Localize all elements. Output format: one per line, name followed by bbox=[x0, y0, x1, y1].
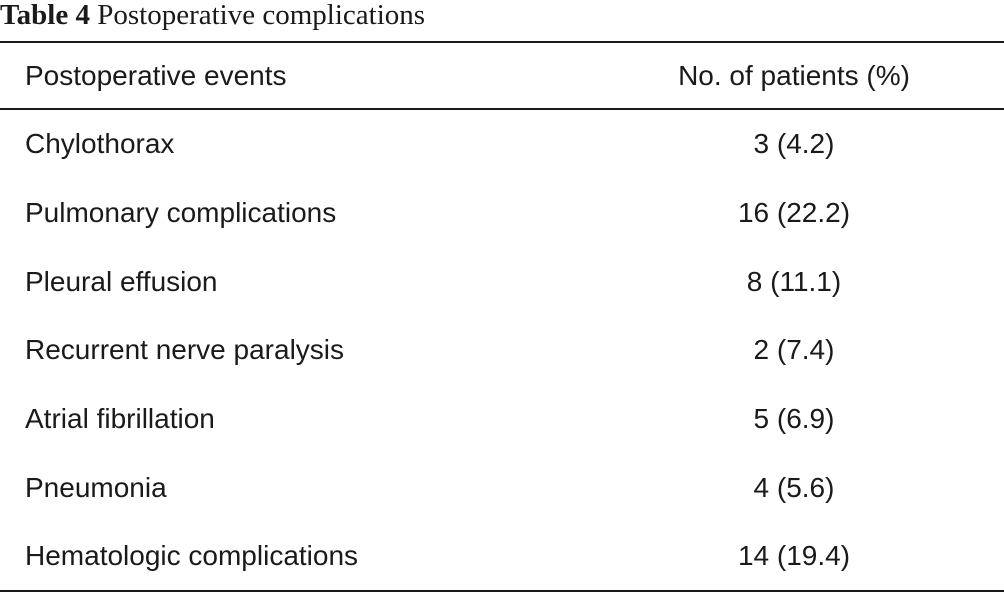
table-row bbox=[0, 110, 1004, 179]
event-cell: Pneumonia bbox=[25, 471, 167, 503]
event-cell: Chylothorax bbox=[25, 128, 175, 160]
table-body bbox=[0, 110, 1004, 591]
count-cell: 5 (6.9) bbox=[753, 403, 835, 435]
event-cell: Pleural effusion bbox=[25, 265, 218, 297]
count-cell: 8 (11.1) bbox=[746, 265, 842, 297]
table-row bbox=[0, 179, 1004, 248]
table-caption-label: Table 4 bbox=[0, 0, 90, 31]
count-cell: 4 (5.6) bbox=[753, 471, 835, 503]
table-caption-title: Postoperative complications bbox=[97, 0, 426, 31]
count-cell: 16 (22.2) bbox=[737, 197, 851, 229]
header-postoperative-events: Postoperative events bbox=[25, 59, 287, 91]
table-row bbox=[0, 316, 1004, 385]
table-caption bbox=[0, 0, 425, 36]
event-cell: Atrial fibrillation bbox=[25, 403, 215, 435]
table-row bbox=[0, 385, 1004, 454]
table-row bbox=[0, 247, 1004, 316]
table-row bbox=[0, 453, 1004, 522]
count-cell: 3 (4.2) bbox=[753, 128, 835, 160]
event-cell: Pulmonary complications bbox=[25, 197, 337, 229]
event-cell: Hematologic complications bbox=[25, 540, 359, 572]
complications-table bbox=[0, 43, 1004, 572]
count-cell: 14 (19.4) bbox=[737, 540, 851, 572]
header-no-of-patients: No. of patients (%) bbox=[678, 59, 910, 91]
event-cell: Recurrent nerve paralysis bbox=[25, 334, 345, 366]
count-cell: 2 (7.4) bbox=[753, 334, 835, 366]
table-header-row bbox=[0, 43, 1004, 108]
table-row bbox=[0, 522, 1004, 591]
